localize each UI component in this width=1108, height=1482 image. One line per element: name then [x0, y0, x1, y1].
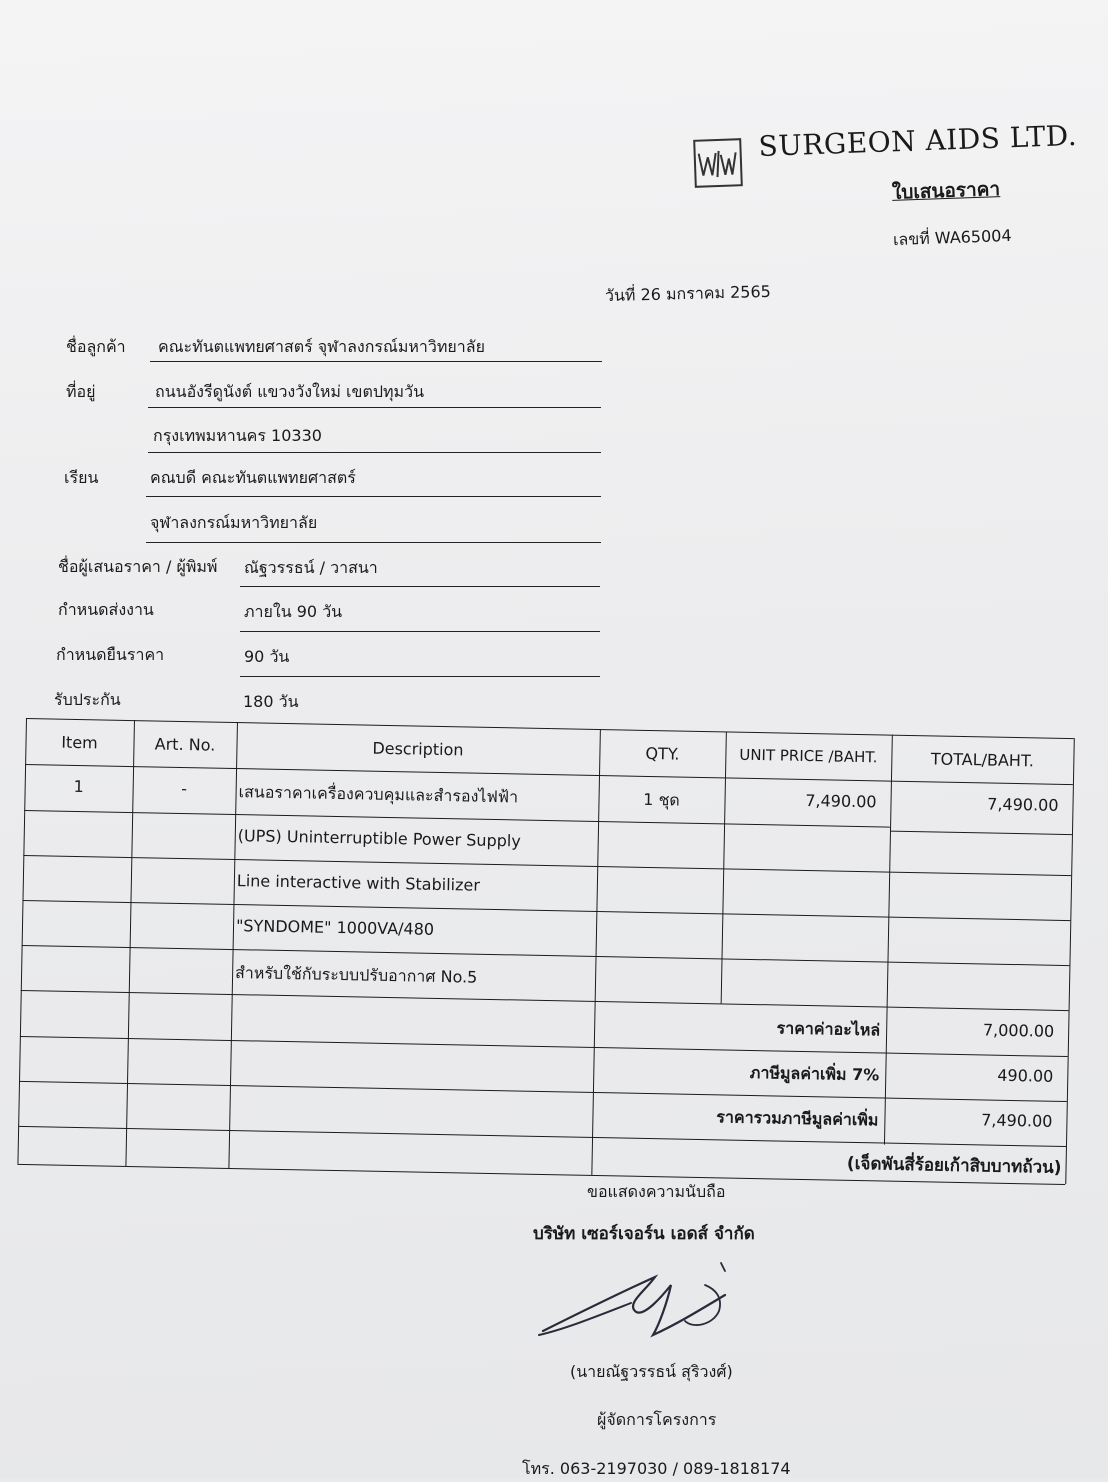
logo-waveform-icon — [698, 148, 741, 179]
header-unit-price: UNIT PRICE /BAHT. — [739, 745, 878, 767]
closing-regards: ขอแสดงความนับถือ — [587, 1182, 726, 1201]
description-line-2: (UPS) Uninterruptible Power Supply — [237, 826, 521, 851]
document-number: เลขที่ WA65004 — [892, 225, 1012, 250]
underline — [148, 407, 601, 408]
header-total: TOTAL/BAHT. — [930, 749, 1035, 771]
quotation-table — [17, 718, 1075, 1184]
company-name: SURGEON AIDS LTD. — [758, 118, 1078, 163]
table-border-right — [1065, 738, 1075, 1184]
description-line-3: Line interactive with Stabilizer — [236, 871, 481, 895]
document-date: วันที่ 26 มกราคม 2565 — [604, 281, 772, 306]
signer-name: (นายณัฐวรรธน์ สุริวงศ์) — [570, 1362, 733, 1381]
attention-line-2: จุฬาลงกรณ์มหาวิทยาลัย — [150, 513, 318, 532]
row-divider — [19, 1081, 1067, 1102]
description-line-4: "SYNDOME" 1000VA/480 — [235, 916, 435, 939]
subtotal-label: ราคาค่าอะไหล่ — [776, 1018, 881, 1040]
company-thai-name: บริษัท เซอร์เจอร์น เอดส์ จำกัด — [533, 1224, 755, 1244]
company-logo — [693, 138, 743, 188]
vat-value: 490.00 — [997, 1065, 1054, 1086]
customer-name-label: ชื่อลูกค้า — [66, 337, 126, 356]
underline — [150, 361, 602, 362]
unit-price: 7,490.00 — [805, 790, 877, 812]
quoter-value: ณัฐวรรธน์ / วาสนา — [244, 558, 378, 577]
quoter-label: ชื่อผู้เสนอราคา / ผู้พิมพ์ — [58, 557, 218, 576]
description-line-1: เสนอราคาเครื่องควบคุมและสำรองไฟฟ้า — [238, 782, 519, 807]
grand-total-label: ราคารวมภาษีมูลค่าเพิ่ม — [716, 1107, 879, 1130]
address-line-2: กรุงเทพมหานคร 10330 — [153, 426, 322, 445]
header-qty: QTY. — [645, 743, 680, 764]
underline — [240, 676, 600, 677]
row-divider — [21, 990, 1069, 1011]
warranty-value: 180 วัน — [243, 692, 299, 711]
underline — [148, 452, 601, 453]
validity-label: กำหนดยืนราคา — [56, 645, 165, 664]
header-item: Item — [61, 732, 98, 753]
row-divider — [890, 831, 1072, 835]
signer-title: ผู้จัดการโครงการ — [597, 1410, 717, 1429]
subtotal-value: 7,000.00 — [982, 1020, 1055, 1041]
grand-total-value: 7,490.00 — [981, 1110, 1053, 1131]
phone-numbers: โทร. 063-2197030 / 089-1818174 — [522, 1459, 791, 1478]
attention-line-1: คณบดี คณะทันตแพทยศาสตร์ — [150, 468, 356, 487]
description-line-5: สำหรับใช้กับระบบปรับอากาศ No.5 — [234, 963, 478, 987]
header-description: Description — [372, 738, 464, 760]
quantity: 1 ชุด — [643, 789, 680, 810]
row-divider — [24, 810, 890, 828]
address-label: ที่อยู่ — [66, 382, 96, 401]
signature-image — [535, 1255, 765, 1355]
row-divider — [20, 1036, 1068, 1057]
customer-name-value: คณะทันตแพทยศาสตร์ จุฬาลงกรณ์มหาวิทยาลัย — [158, 337, 485, 356]
delivery-value: ภายใน 90 วัน — [244, 602, 343, 621]
row-divider — [18, 1126, 1066, 1147]
delivery-label: กำหนดส่งงาน — [58, 600, 154, 619]
row-divider — [22, 900, 1070, 921]
row-divider — [23, 855, 1071, 876]
row-divider — [22, 945, 1070, 966]
art-number: - — [181, 778, 188, 799]
line-total: 7,490.00 — [987, 794, 1059, 815]
amount-in-words: (เจ็ดพันสี่ร้อยเก้าสิบบาทถ้วน) — [846, 1153, 1062, 1178]
header-art-no: Art. No. — [154, 734, 216, 755]
underline — [146, 496, 601, 497]
vat-label: ภาษีมูลค่าเพิ่ม 7% — [749, 1062, 880, 1085]
underline — [146, 542, 601, 543]
attention-label: เรียน — [64, 468, 99, 487]
validity-value: 90 วัน — [244, 647, 290, 666]
address-line-1: ถนนอังรีดูนังต์ แขวงวังใหม่ เขตปทุมวัน — [155, 382, 424, 401]
warranty-label: รับประกัน — [54, 690, 121, 709]
underline — [240, 586, 600, 587]
document-title: ใบเสนอราคา — [891, 178, 1001, 204]
item-number: 1 — [73, 776, 84, 797]
underline — [240, 631, 600, 632]
